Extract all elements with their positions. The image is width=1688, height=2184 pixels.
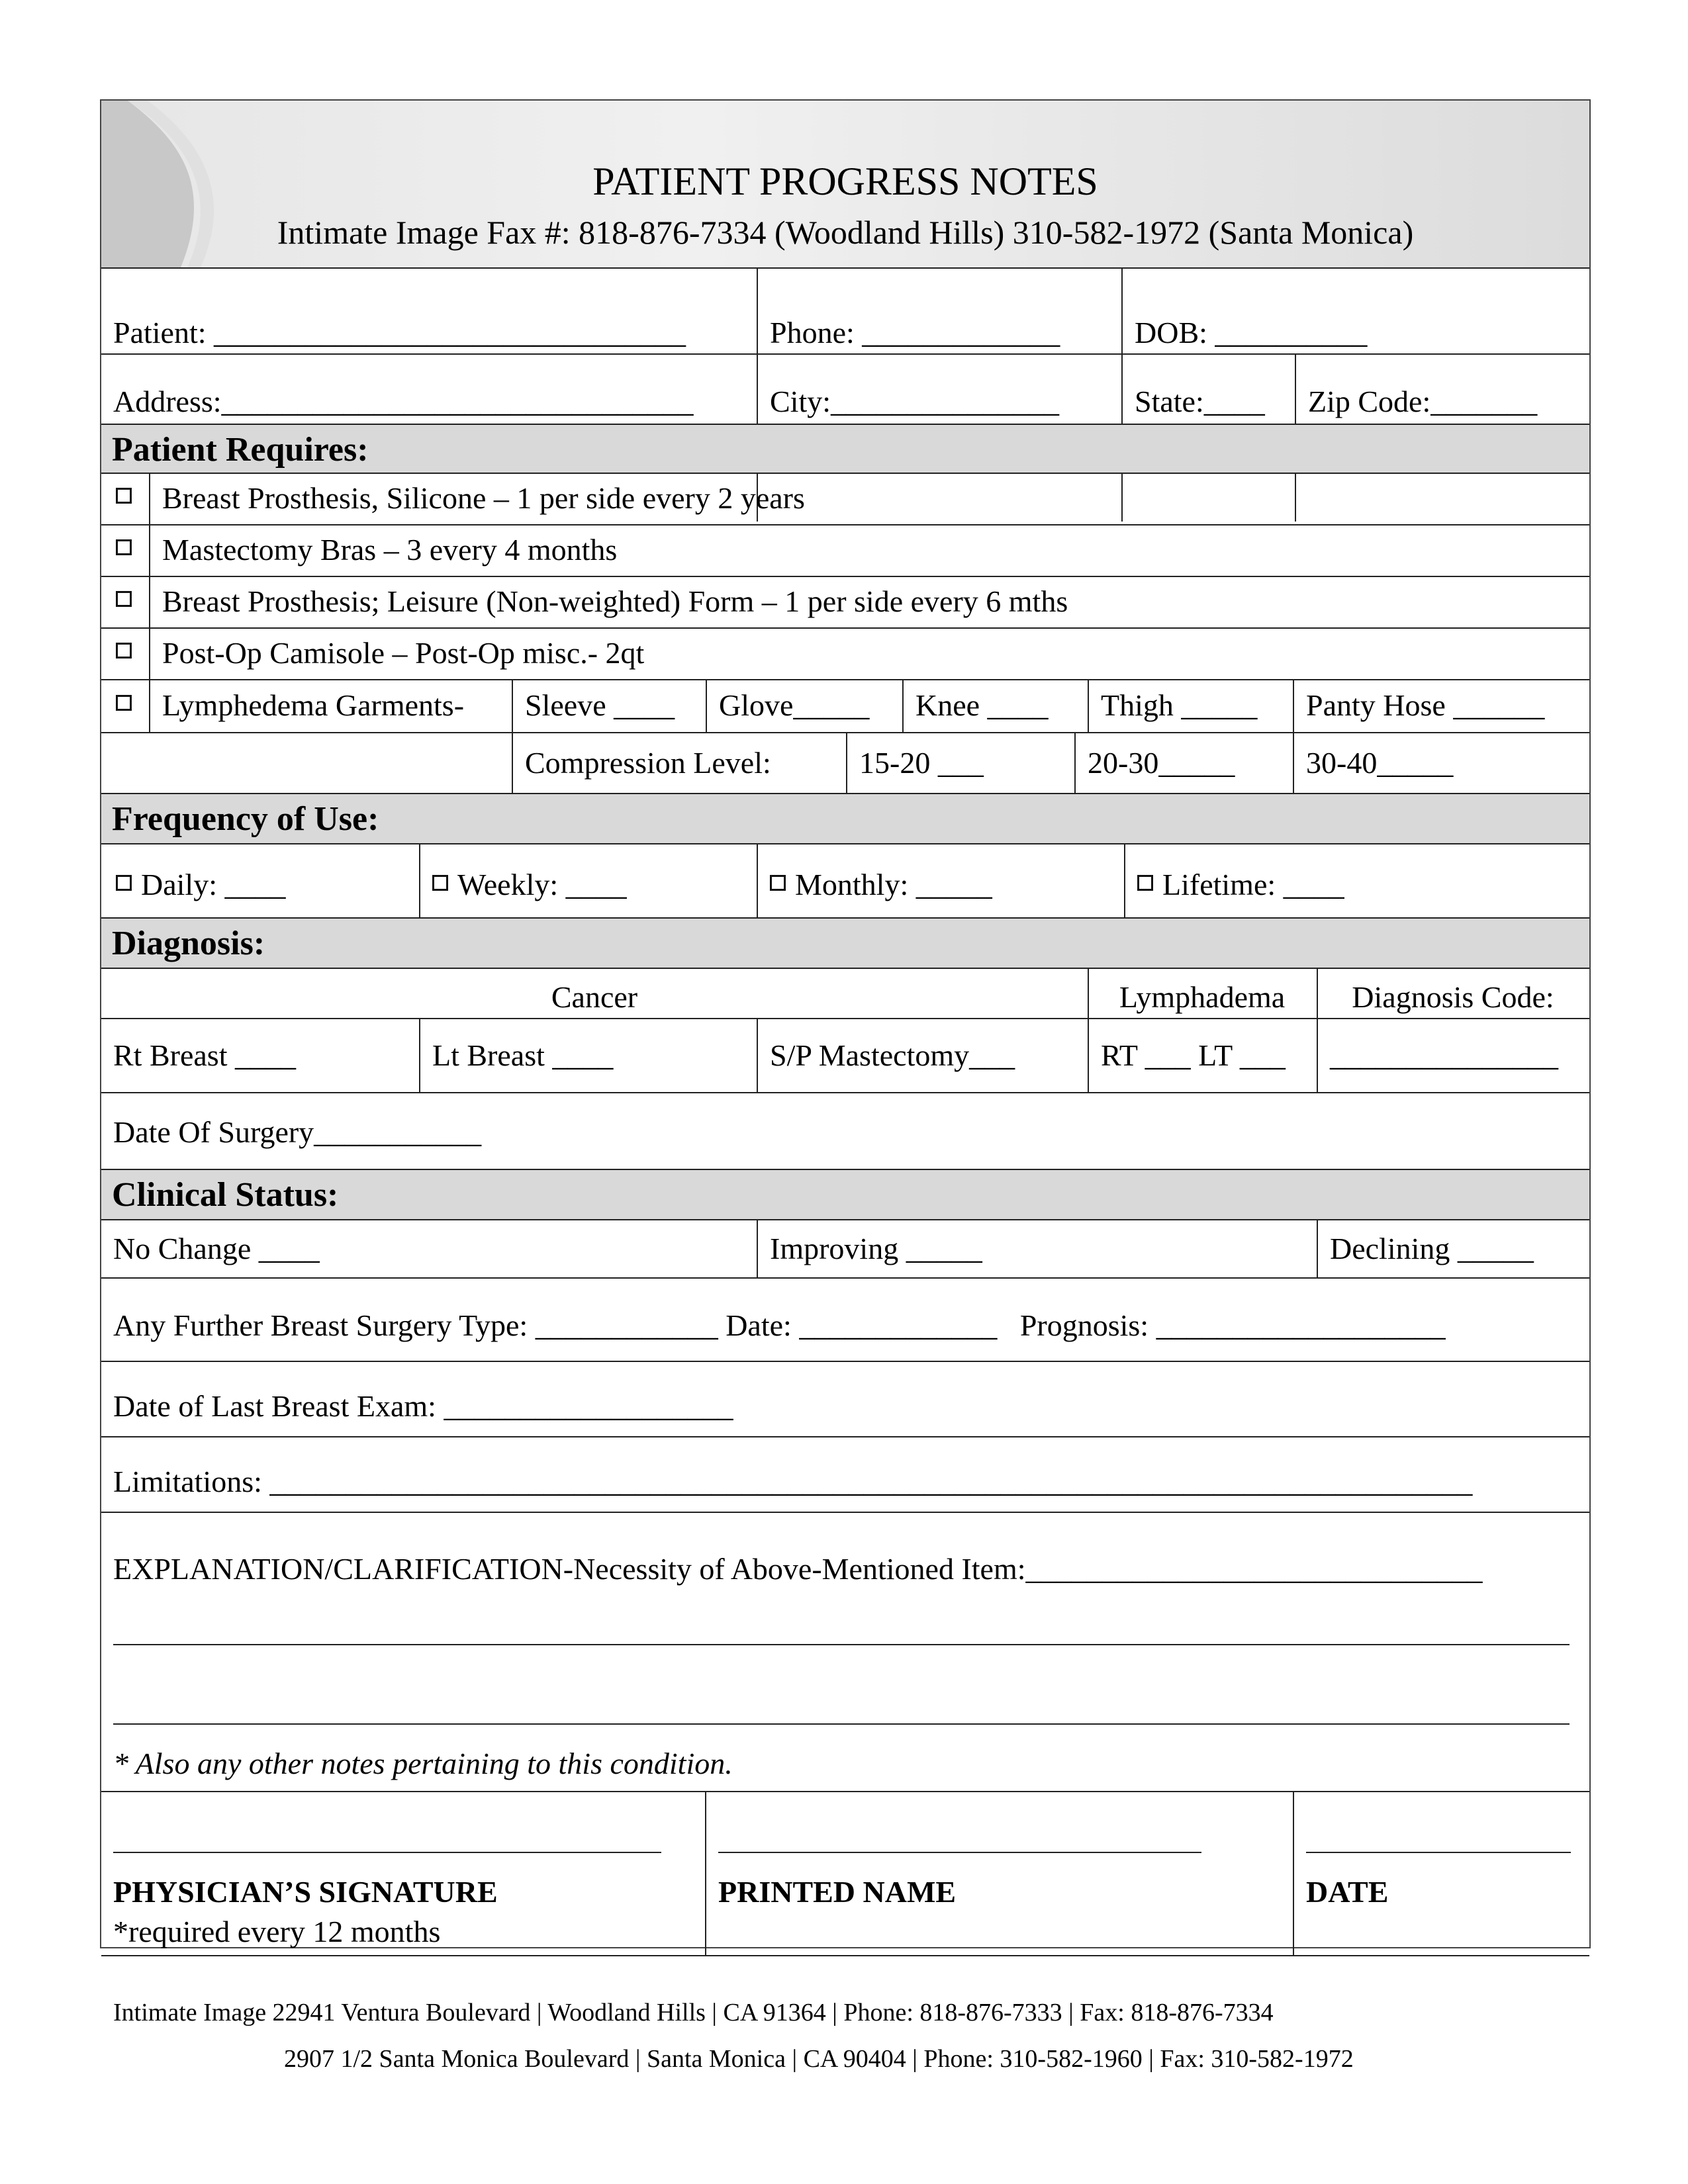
diagnosis-band <box>101 917 1589 969</box>
diagnosis-code-label: Diagnosis Code: <box>1352 980 1554 1014</box>
lt-breast-field[interactable]: Lt Breast ____ <box>432 1038 614 1072</box>
improving-field[interactable]: Improving _____ <box>770 1232 982 1265</box>
form-title: PATIENT PROGRESS NOTES <box>592 159 1098 203</box>
phone-field[interactable]: Phone: _____________ <box>770 316 1060 349</box>
clinical-status-heading: Clinical Status: <box>112 1176 339 1214</box>
physician-signature-line[interactable] <box>113 1852 661 1853</box>
compression-15-20-field[interactable]: 15-20 ___ <box>859 746 984 780</box>
footer-woodland-hills: Intimate Image 22941 Ventura Boulevard | Woodland Hills | CA 91364 | Phone: 818-876-7333 | Fax: 818-876-7334 <box>113 1999 1274 2026</box>
explanation-line-1[interactable] <box>113 1644 1570 1645</box>
glove-field[interactable]: Glove_____ <box>719 688 870 722</box>
require-item-mastectomy-bras: Mastectomy Bras – 3 every 4 months <box>162 533 618 567</box>
checkbox-icon[interactable] <box>116 539 132 555</box>
frequency-heading: Frequency of Use: <box>112 800 379 838</box>
printed-name-label: PRINTED NAME <box>718 1875 957 1909</box>
compression-30-40-field[interactable]: 30-40_____ <box>1306 746 1454 780</box>
physician-signature-label: PHYSICIAN’S SIGNATURE <box>113 1875 498 1909</box>
lymphadema-label: Lymphadema <box>1119 980 1286 1014</box>
frequency-band <box>101 793 1589 844</box>
patient-requires-band <box>101 424 1589 474</box>
rt-lt-field[interactable]: RT ___ LT ___ <box>1101 1038 1286 1072</box>
form-subtitle: Intimate Image Fax #: 818-876-7334 (Woodland Hills) 310-582-1972 (Santa Monica) <box>277 214 1414 251</box>
date-label: DATE <box>1306 1875 1389 1909</box>
date-of-surgery-field[interactable]: Date Of Surgery___________ <box>113 1115 482 1149</box>
compression-level-label: Compression Level: <box>525 746 771 780</box>
patient-requires-heading: Patient Requires: <box>112 431 369 469</box>
form-header <box>101 101 1589 269</box>
footer-santa-monica: 2907 1/2 Santa Monica Boulevard | Santa Monica | CA 90404 | Phone: 310-582-1960 | Fax: 310-582-1972 <box>284 2045 1354 2073</box>
sp-mastectomy-field[interactable]: S/P Mastectomy___ <box>770 1038 1015 1072</box>
rt-breast-field[interactable]: Rt Breast ____ <box>113 1038 296 1072</box>
checkbox-icon[interactable] <box>116 695 132 711</box>
other-notes-note: * Also any other notes pertaining to this condition. <box>113 1747 733 1780</box>
checkbox-icon[interactable] <box>116 591 132 607</box>
printed-name-line[interactable] <box>718 1852 1201 1853</box>
dob-field[interactable]: DOB: __________ <box>1135 316 1368 349</box>
declining-field[interactable]: Declining _____ <box>1330 1232 1534 1265</box>
checkbox-icon[interactable] <box>116 643 132 659</box>
checkbox-icon[interactable] <box>432 875 448 891</box>
state-field[interactable]: State:____ <box>1135 385 1265 418</box>
clinical-status-band <box>101 1169 1589 1220</box>
progress-notes-form <box>100 99 1591 2073</box>
weekly-field[interactable]: Weekly: ____ <box>457 868 627 901</box>
no-change-field[interactable]: No Change ____ <box>113 1232 320 1265</box>
cancer-label: Cancer <box>551 980 638 1014</box>
zip-code-field[interactable]: Zip Code:_______ <box>1308 385 1538 418</box>
city-field[interactable]: City:_______________ <box>770 385 1060 418</box>
diagnosis-heading: Diagnosis: <box>112 925 265 962</box>
require-item-leisure-form: Breast Prosthesis; Leisure (Non-weighted) Form – 1 per side every 6 mths <box>162 584 1068 618</box>
checkbox-icon[interactable] <box>116 875 132 891</box>
thigh-field[interactable]: Thigh _____ <box>1101 688 1258 722</box>
require-item-silicone-prosthesis: Breast Prosthesis, Silicone – 1 per side every 2 years <box>162 481 805 515</box>
required-note: *required every 12 months <box>113 1915 441 1948</box>
limitations-field[interactable]: Limitations: _______________________________________________________________________________ <box>113 1465 1473 1498</box>
last-breast-exam-field[interactable]: Date of Last Breast Exam: ___________________ <box>113 1389 733 1423</box>
further-surgery-field[interactable]: Any Further Breast Surgery Type: ____________ Date: _____________ Prognosis: ___________________ <box>113 1308 1446 1342</box>
monthly-field[interactable]: Monthly: _____ <box>795 868 992 901</box>
lymphedema-garments-label: Lymphedema Garments- <box>162 688 465 722</box>
checkbox-icon[interactable] <box>116 488 132 504</box>
panty-hose-field[interactable]: Panty Hose ______ <box>1306 688 1545 722</box>
daily-field[interactable]: Daily: ____ <box>141 868 286 901</box>
checkbox-icon[interactable] <box>770 875 786 891</box>
explanation-field[interactable]: EXPLANATION/CLARIFICATION-Necessity of Above-Mentioned Item:______________________________ <box>113 1552 1483 1586</box>
diagnosis-code-field[interactable]: _______________ <box>1330 1038 1558 1072</box>
address-field[interactable]: Address:_______________________________ <box>113 385 694 418</box>
knee-field[interactable]: Knee ____ <box>915 688 1049 722</box>
lifetime-field[interactable]: Lifetime: ____ <box>1162 868 1344 901</box>
require-item-post-op-camisole: Post-Op Camisole – Post-Op misc.- 2qt <box>162 636 645 670</box>
explanation-line-2[interactable] <box>113 1723 1570 1725</box>
patient-field[interactable]: Patient: _______________________________ <box>113 316 686 349</box>
sleeve-field[interactable]: Sleeve ____ <box>525 688 675 722</box>
checkbox-icon[interactable] <box>1137 875 1153 891</box>
date-line[interactable] <box>1306 1852 1571 1853</box>
compression-20-30-field[interactable]: 20-30_____ <box>1088 746 1235 780</box>
